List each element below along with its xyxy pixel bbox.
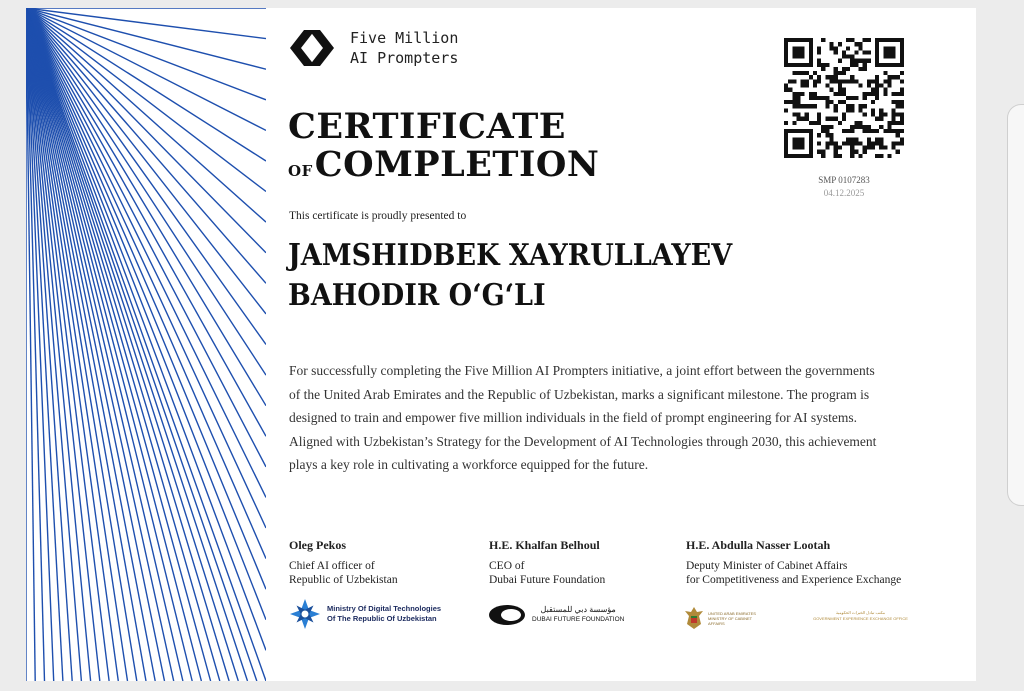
recipient-line-1: JAMSHIDBEK XAYRULLAYEV [288,238,733,273]
dff-mark-icon [488,604,526,626]
uae-cabinet-logo [684,606,768,630]
uae-line-1: UNITED ARAB EMIRATES [708,610,756,616]
title-line-1: CERTIFICATE [288,106,566,147]
signatory-1 [289,538,398,588]
certificate-body: For successfully completing the Five Million AI Prompters initiative, a joint effort between the governments of the United Arab Emirates and the Republic of Uzbekistan, marks a significant milestone. The program is designed to train and empower five million individuals in the field of prompt engineering for AI systems. Aligned with Uzbekistan’s Strategy for the Development of AI Technologies through 2030, this achievement plays a key role in cultivating a workforce equipped for the future. [289,363,877,473]
signatory-name: H.E. Abdulla Nasser Lootah [686,538,831,552]
uae-line-2: MINISTRY OF CABINET AFFAIRS [708,615,753,626]
recipient-line-2: BAHODIR O‘G‘LI [288,278,546,313]
dff-arabic: مؤسسة دبي للمستقبل [540,605,616,614]
certificate-serial [784,174,904,200]
signatory-2 [489,538,605,588]
ministry-star-icon [289,598,321,630]
phone-frame-edge [1007,104,1024,506]
signatory-name: Oleg Pekos [289,538,346,552]
ministry-line-2: Of The Republic Of Uzbekistan [327,614,437,623]
signatory-title: Deputy Minister of Cabinet Affairs [686,559,848,572]
title-line-2: COMPLETION [314,144,600,185]
gov-exchange-logo [808,610,913,622]
signatory-3 [686,538,901,588]
serial-number: SMP 0107283 [818,175,870,185]
signatory-title: for Competitiveness and Experience Exchange [686,574,902,586]
fmap-logo-icon [288,28,336,68]
title-of: OF [288,162,313,180]
logo-line-1: Five Million [350,29,459,47]
dff-logo [488,604,624,626]
signatory-title: Republic of Uzbekistan [289,574,398,586]
signatory-title: Dubai Future Foundation [489,574,606,586]
ministry-line-1: Ministry Of Digital Technologies [327,604,442,613]
uae-emblem-icon [684,606,704,630]
dff-english: DUBAI FUTURE FOUNDATION [532,616,625,623]
certificate-title [288,108,599,190]
signatory-name: H.E. Khalfan Belhoul [489,538,600,552]
signatory-title: CEO of [489,559,525,572]
qr-code-icon [784,38,904,158]
recipient-name [288,236,732,316]
issue-date: 04.12.2025 [823,188,865,198]
signatory-title: Chief AI officer of [289,559,375,572]
gov-english: GOVERNMENT EXPERIENCE EXCHANGE OFFICE [813,616,908,621]
presented-to-text: This certificate is proudly presented to [289,210,467,222]
ministry-logo [289,598,441,630]
logo-line-2: AI Prompters [350,49,459,67]
decorative-rays [26,8,266,681]
certificate-sheet [26,8,976,681]
brand-logo [288,28,458,68]
gov-arabic: مكتب تبادل الخبرات الحكومية [836,610,885,615]
